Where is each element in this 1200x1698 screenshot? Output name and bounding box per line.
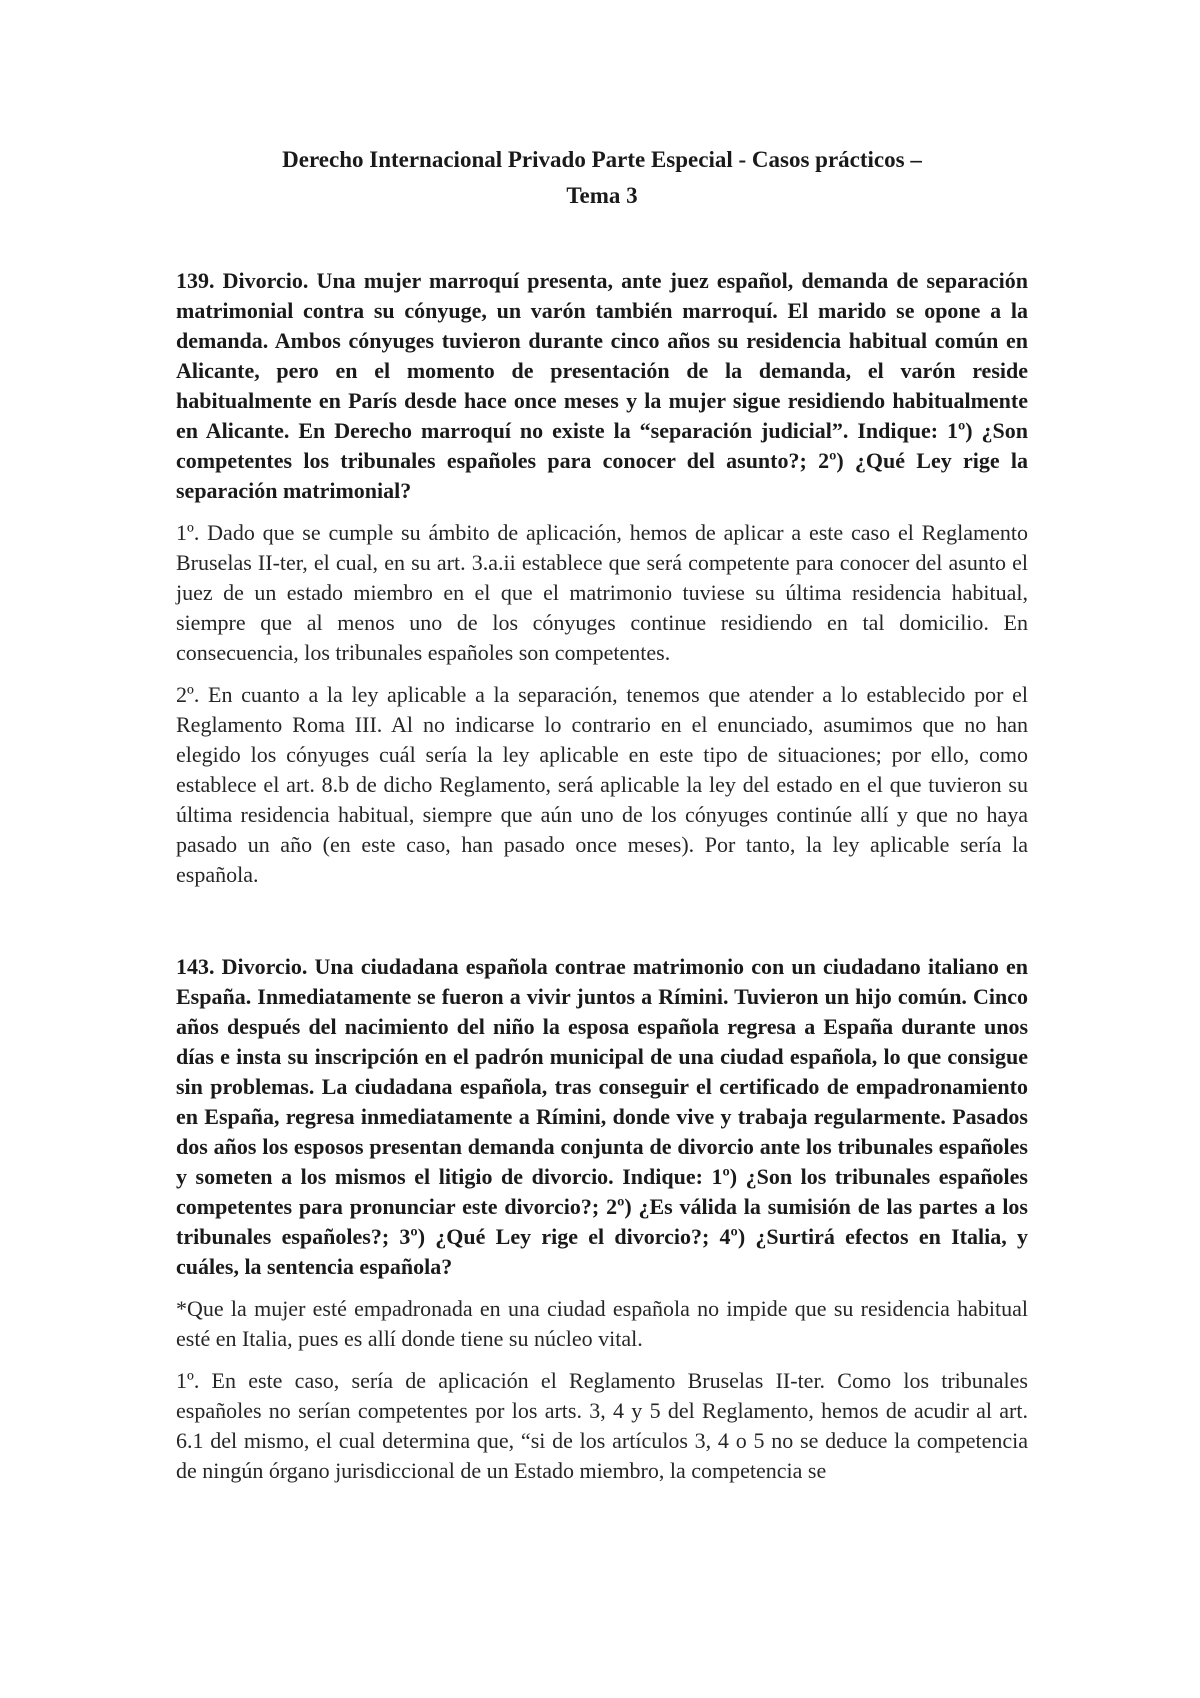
case-statement: 139. Divorcio. Una mujer marroquí presenta, ante juez español, demanda de separación matrimonial contra su cónyuge, un varón también marroquí. El marido se opone a la demanda. Ambos cónyuges tuvieron durante cinco años su residencia habitual común en Alicante, pero en el momento de presentación de la demanda, el varón reside habitualmente en París desde hace once meses y la mujer sigue residiendo habitualmente en Alicante. En Derecho marroquí no existe la “separación judicial”. Indique: 1º) ¿Son competentes los tribunales españoles para conocer del asunto?; 2º) ¿Qué Ley rige la separación matrimonial? bbox=[176, 268, 1028, 503]
document-page bbox=[176, 142, 1028, 1498]
case-statement: 143. Divorcio. Una ciudadana española contrae matrimonio con un ciudadano italiano en España. Inmediatamente se fueron a vivir juntos a Rímini. Tuvieron un hijo común. Cinco años después del nacimiento del niño la esposa española regresa a España durante unos días e insta su inscripción en el padrón municipal de una ciudad española, lo que consigue sin problemas. La ciudadana española, tras conseguir el certificado de empadronamiento en España, regresa inmediatamente a Rímini, donde vive y trabaja regularmente. Pasados dos años los esposos presentan demanda conjunta de divorcio ante los tribunales españoles y someten a los mismos el litigio de divorcio. Indique: 1º) ¿Son los tribunales españoles competentes para pronunciar este divorcio?; 2º) ¿Es válida la sumisión de las partes a los tribunales españoles?; 3º) ¿Qué Ley rige el divorcio?; 4º) ¿Surtirá efectos en Italia, y cuáles, la sentencia española? bbox=[176, 954, 1028, 1279]
title-line-1: Derecho Internacional Privado Parte Especial - Casos prácticos – bbox=[282, 147, 922, 172]
answer-paragraph: 1º. Dado que se cumple su ámbito de aplicación, hemos de aplicar a este caso el Reglamento Bruselas II-ter, el cual, en su art. 3.a.ii establece que será competente para conocer del asunto el juez de un estado miembro en el que el matrimonio tuviese su última residencia habitual, siempre que al menos uno de los cónyuges continue residiendo en tal domicilio. En consecuencia, los tribunales españoles son competentes. bbox=[176, 520, 1028, 665]
title-line-2: Tema 3 bbox=[566, 183, 638, 208]
answer-paragraph: *Que la mujer esté empadronada en una ciudad española no impide que su residencia habitual esté en Italia, pues es allí donde tiene su núcleo vital. bbox=[176, 1296, 1028, 1351]
section-spacer bbox=[176, 902, 1028, 952]
document-title bbox=[176, 142, 1028, 214]
answer-paragraph: 2º. En cuanto a la ley aplicable a la separación, tenemos que atender a lo establecido por el Reglamento Roma III. Al no indicarse lo contrario en el enunciado, asumimos que no han elegido los cónyuges cuál sería la ley aplicable en este tipo de situaciones; por ello, como establece el art. 8.b de dicho Reglamento, será aplicable la ley del estado en el que tuvieron su última residencia habitual, siempre que aún uno de los cónyuges continúe allí y que no haya pasado un año (en este caso, han pasado once meses). Por tanto, la ley aplicable sería la española. bbox=[176, 682, 1028, 887]
case-143 bbox=[176, 952, 1028, 1486]
answer-paragraph: 1º. En este caso, sería de aplicación el Reglamento Bruselas II-ter. Como los tribunales españoles no serían competentes por los arts. 3, 4 y 5 del Reglamento, hemos de acudir al art. 6.1 del mismo, el cual determina que, “si de los artículos 3, 4 o 5 no se deduce la competencia de ningún órgano jurisdiccional de un Estado miembro, la competencia se bbox=[176, 1368, 1028, 1483]
case-139 bbox=[176, 266, 1028, 890]
